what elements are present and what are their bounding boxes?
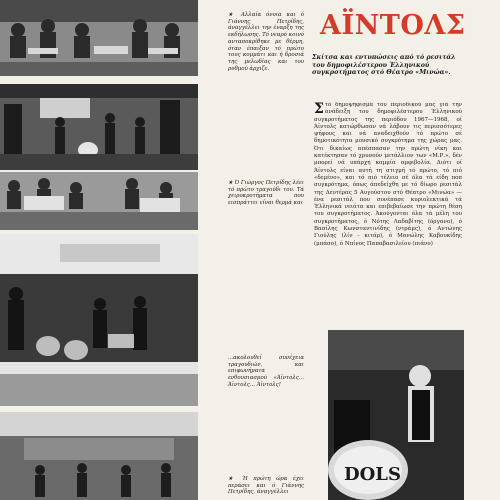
photo-caption: ★ Αλλαία όνοια και ό Γιάννης Πετρίδης, άναγγέλλει την έναρξη της εκδήλωσης. Τό νεαρό κοινό ανταποκρίθηκε με θέρμη, όταν έπαιξαν τό πρώτο τους κομμάτι και ή δροσιά της μελωδίας και του ρυθμού άρχιζε.: [228, 12, 304, 72]
photo-band-performing-drums: [0, 234, 198, 406]
photo-audience-rows: [0, 172, 198, 230]
photo-caption: ...ακολουθεί συνέχεια τραγουδιών, και επιφωνήματα ενθουσιασμού «Άϊντολς... Άϊντολς... Άϊντολς!: [228, 355, 304, 388]
article-body: [314, 102, 462, 324]
photo-caption: ★ Ή πρώτη ώρα έχει περάσει και ό Γιάννης Πετρίδης, άναγγέλλει: [228, 476, 304, 496]
photo-stage-wide: [0, 412, 198, 500]
article-body-paragraph: τό δημοψήφισμα του περιοδικού μας γιά την ανάδειξη του δημοφιλέστερου Έλληνικού συγκροτήματος της περιόδου 1967—1968, οί Άϊντολς κατώρθωσαν νά λάβουν τις περισσότερες ψήφους και νά αναδειχθούν τό πρώτο σέ δημοτικότητα μουσικό συγκρότημα της χώρας μας. Ότι δικαίως απέσπασαν την πρώτη νίκη και κατέκτησαν τό χρυσούν μετάλλιον των «Μ.Ρ.», δέν μπορεί νά υπάρχη καμμία αμφιβολία. Διότι οί Άϊντολς είναι αυτή τη στιγμή τό πρώτο, τό πιό «δεμένο», και τό πιό τέλειο σέ όλα τά είδη ποπ συγκρότημα, όπως άπεδείχθη με τό δίωρο ρεσιτάλ της Δευτέρας 5 Αυγούστου στό Θέατρο «Μινώα» — ένα ρεσιτάλ που συνέπασε κυριολεκτικά τά Έλληνικά νειάτα και επιβεβαίωσε την πρώτη θέση του συγκροτήματος. Άκούγονται όλα τά μέλη του συγκροτήματος, ό Νότης Λαδαβίτης (όργανο), ό Βασίλης Κωνσταντινίδης (ντράμς), ό Αντώνης Γιούλης (λίν - κιτάρ), ό Μανώλης Καβουκίδης (μπάσο), ό Νπίνος Παπαβασιλείου (πιάνο): [314, 102, 462, 247]
photo-caption: ★ Ό Γιώργος Πετρίδης λέει τό πρώτο τραγούδι του. Τά χειροκροτήματα που εισπράττει είναι θερμά και: [228, 180, 304, 207]
photo-singer-with-drum: [328, 330, 464, 500]
photo-audience-seated: [0, 0, 198, 76]
drop-cap: Σ: [314, 102, 324, 117]
page-margin: [466, 0, 500, 500]
photo-band-on-stage: [0, 84, 198, 170]
article-subtitle: Σκίτσα και εντυπώσεις από τό ρεσιτάλ του δημοφιλέστερου Έλληνικού συγκροτήματος στό Θέατρο «Μινώα».: [312, 54, 456, 77]
drum-logo: DOLS: [344, 464, 401, 485]
article-title: ΑΪΝΤΟΛΣ: [320, 10, 466, 41]
